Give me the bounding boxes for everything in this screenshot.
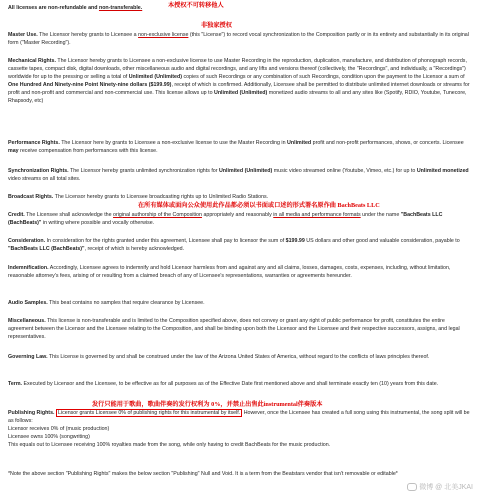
section-audio-samples: Audio Samples. This beat contains no samples that require clearance by Licensee. [8, 300, 205, 306]
section-master-use: Master Use. The Licensor hereby grants to Licensee a non-exclusive license (this "License") to record vocal synchronization to the Composition partly or in its entirety and substantially in its original form ("Master Recording"). [8, 32, 469, 47]
annotation-publishing-rights: 发行只能用于歌曲，歌曲伴奏的发行权利为 0%，并禁止出售此instrumental伴奏版本 [92, 401, 323, 408]
section-synchronization-rights: Synchronization Rights. The Licensor hereby grants unlimited synchronization rights for Unlimited (Unlimited) music video streamed online (Youtube, Vimeo, etc.) for up to Unlimited monetized video streams on all total sites. [8, 168, 469, 183]
non-exclusive-license-underline: non-exclusive license [138, 32, 189, 38]
section-miscellaneous: Miscellaneous. This license is non-transferable and is limited to the Composition specified above, does not convey or grant any right of public performance for profit, constitutes the entire agreement between the Licensor and the Licensee relating to the Composition, and shall be binding upon both the Licensor and the Licensee and their respective successors, assigns, and legal representatives. [8, 318, 460, 341]
section-credit: Credit. The Licensee shall acknowledge the original authorship of the Composition appropriately and reasonably in all media and performance formats under the name "BachBeats LLC (BachBeats)" in writing where possible and vocally otherwise. [8, 212, 443, 227]
weibo-logo-icon [407, 483, 417, 491]
original-authorship-underline: original authorship of the Composition [113, 212, 202, 218]
section-indemnification: Indemnification. Accordingly, Licensee agrees to indemnify and hold Licensor harmless from and against any and all claims, losses, damages, costs, expenses, including, without limitation, reasonable attorney's fees, arising of or resulting from a claimed breach of any of Licensee's representations, warranties or agreements hereunder. [8, 265, 451, 280]
section-performance-rights: Performance Rights. The Licensor here by grants to Licensee a non-exclusive license to use the Master Recording in Unlimited profit and non-profit performances, shows, or concerts. Licensee may receive compensation from performances with this license. [8, 140, 464, 155]
section-publishing-rights: Publishing Rights. Licensor grants Licensee 0% of publishing rights for this instrumental by itself. However, once the Licensee has created a full song using this instrumental, the song split will be as follows: Licensor receives 0% of (music production) Licensee owns 100% (songwriting) This equals out to Licensee receiving 100% royalties made from the song, while only having to credit BachBeats for the music production. [8, 410, 470, 449]
refund-policy-line: All licenses are non-refundable and non-transferable. [8, 5, 143, 11]
publishing-footnote: *Note the above section "Publishing Rights" makes the below section "Publishing" Null and Void. It is a term from the Beatstars vendor that isn't removable or editable* [8, 471, 398, 477]
annotation-non-transferable: 本授权不可转移他人 [168, 2, 224, 9]
section-term: Term. Executed by Licensor and the Licensee, to be effective as for all purposes as of the Effective Date first mentioned above and shall terminate exactly ten (10) years from this date. [8, 381, 439, 387]
non-transferable-highlight: non-transferable. [98, 5, 143, 11]
all-media-underline: in all media and performance formats [273, 212, 361, 218]
publishing-rights-boxed-clause: Licensor grants Licensee 0% of publishing rights for this instrumental by itself. [57, 410, 241, 416]
section-governing-law: Governing Law. This License is governed by and shall be construed under the law of the Arizona United States of America, without regard to the conflicts of laws principles thereof. [8, 354, 430, 360]
annotation-credit-requirement: 在所有媒体或面向公众使用此作品都必须以书面或口述的形式署名原作曲 BachBeats LLC [138, 202, 380, 209]
weibo-watermark: 微博 @ 北美JKAI [407, 482, 473, 492]
annotation-non-exclusive: 非独家授权 [201, 22, 232, 29]
section-consideration: Consideration. In consideration for the rights granted under this agreement, Licensee shall pay to licensor the sum of $199.99 US dollars and other good and valuable consideration, payable to "BachBeats LLC (BachBeats)", receipt of which is hereby acknowledged. [8, 238, 460, 253]
section-broadcast-rights: Broadcast Rights. The Licensor hereby grants to Licensee broadcasting rights up to Unlimited Radio Stations. [8, 194, 269, 200]
section-mechanical-rights: Mechanical Rights. The Licensor hereby grants to Licensee a non-exclusive license to use Master Recording in the reproduction, duplication, manufacture, and distribution of phonograph records, cassette tapes, compact disk, digital downloads, other miscellaneous audio and digital recordings, and any lifts and versions thereof (collectively, the "Recordings", and individually, a "Recordings") worldwide for up to the pressing or selling a total of Unlimited (Unlimited) copies of such Recordings or any combination of such Recordings, condition upon the payment to the Licensor a sum of One Hundred And Ninety-nine Point Ninety-nine dollars ($199.99), receipt of which is confirmed. Additionally, Licensee shall be permitted to distribute unlimited internet downloads or streams for profit and non-profit and commercial and non-commercial use. This license allows up to Unlimited (Unlimited) monetized audio streams to all and any sites like (Spotify, RDIO, Youtube, Tunecore, Rhapsody, etc) [8, 58, 470, 105]
